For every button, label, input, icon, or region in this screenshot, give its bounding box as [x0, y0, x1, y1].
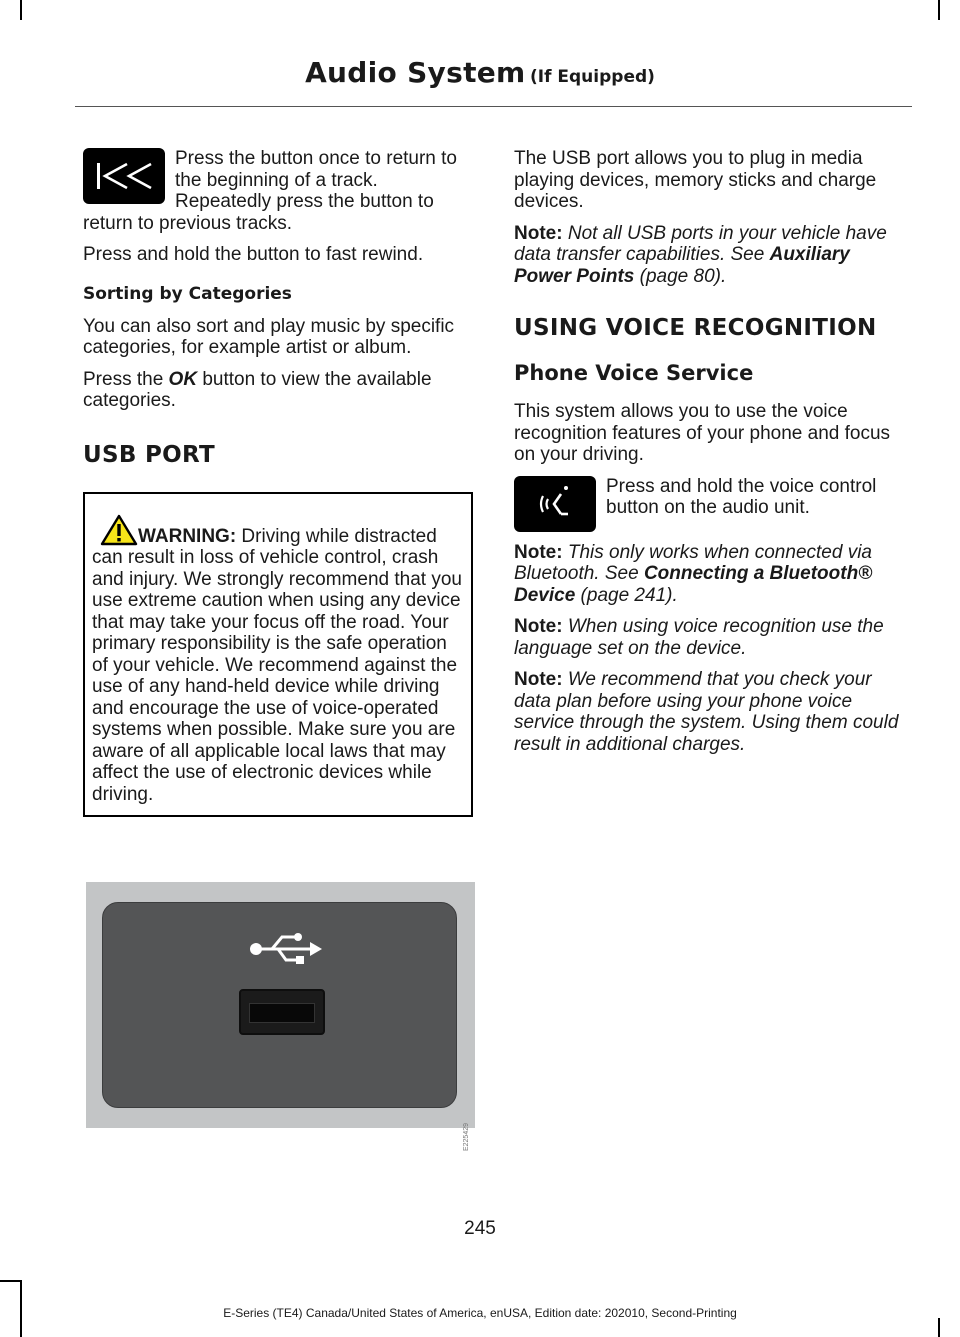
ok-instruction: Press the OK button to view the available categories. — [83, 368, 432, 411]
page-number: 245 — [464, 1218, 496, 1239]
crop-mark-top-right — [938, 0, 940, 20]
voice-press-text: Press and hold the voice control button on the audio unit. — [606, 475, 877, 518]
phone-voice-heading: Phone Voice Service — [514, 361, 754, 385]
rewind-hold-text: Press and hold the button to fast rewind. — [83, 244, 424, 265]
crop-mark-bottom-right-v — [938, 1318, 940, 1337]
link-connecting-bluetooth[interactable]: Connecting a Bluetooth® Device — [514, 563, 873, 606]
footer-text: E-Series (TE4) Canada/United States of America, enUSA, Edition date: 202010, Second-Printing — [223, 1306, 737, 1320]
image-code: E225429 — [463, 1123, 470, 1152]
note-usb-data: Note: Not all USB ports in your vehicle have data transfer capabilities. See Auxiliary Power Points (page 80). — [514, 222, 887, 287]
crop-mark-bottom-left-h — [0, 1280, 20, 1282]
usb-description: The USB port allows you to plug in media playing devices, memory sticks and charge devices. — [514, 148, 877, 212]
header-subtitle: (If Equipped) — [529, 67, 655, 87]
note-bluetooth: Note: This only works when connected via Bluetooth. See Connecting a Bluetooth® Device (page 241). — [514, 541, 873, 606]
warning-text: Driving while distracted can result in loss of vehicle control, crash and injury. We strongly recommend that you use extreme caution when using any device that may take your focus off the road. Your primary responsibility is the safe operation of your vehicle. We recommend against the use of any hand-held device while driving and encourage the use of voice-operated systems when possible. Make sure you are aware of all applicable local laws that may affect the use of electronic devices while driving. — [92, 525, 462, 805]
note-language: Note: When using voice recognition use the language set on the device. — [514, 616, 884, 659]
warning-box — [83, 492, 473, 818]
usb-port-image — [86, 882, 475, 1152]
phone-voice-text: This system allows you to use the voice recognition features of your phone and focus on your driving. — [514, 401, 891, 465]
skip-back-icon — [83, 148, 165, 204]
header-title: Audio System — [305, 56, 526, 89]
link-auxiliary-power-points[interactable]: Auxiliary Power Points — [514, 244, 850, 287]
ok-key: OK — [168, 368, 198, 390]
usb-socket-tongue — [249, 1003, 315, 1023]
right-column — [514, 148, 908, 765]
left-column — [83, 148, 473, 817]
sorting-heading: Sorting by Categories — [83, 283, 292, 304]
page-header — [0, 56, 960, 89]
usb-symbol-icon — [248, 929, 328, 969]
rewind-text: Press the button once to return to the beginning of a track. Repeatedly press the button to return to previous tracks. — [83, 148, 458, 234]
note-data-plan: Note: We recommend that you check your data plan before using your phone voice service through the system. Using them could result in additional charges. — [514, 669, 899, 755]
usb-socket[interactable] — [239, 989, 325, 1035]
voice-control-icon — [514, 476, 596, 532]
sorting-text: You can also sort and play music by specific categories, for example artist or album. — [83, 315, 455, 358]
usb-port-heading: USB PORT — [83, 441, 215, 468]
voice-recognition-heading: USING VOICE RECOGNITION — [514, 315, 877, 341]
warning-label: WARNING: — [138, 525, 237, 547]
warning-triangle-icon — [100, 514, 138, 546]
warning-paragraph — [92, 514, 463, 806]
usb-plate — [102, 902, 470, 1152]
header-rule — [75, 106, 912, 107]
crop-mark-top-left — [20, 0, 22, 20]
